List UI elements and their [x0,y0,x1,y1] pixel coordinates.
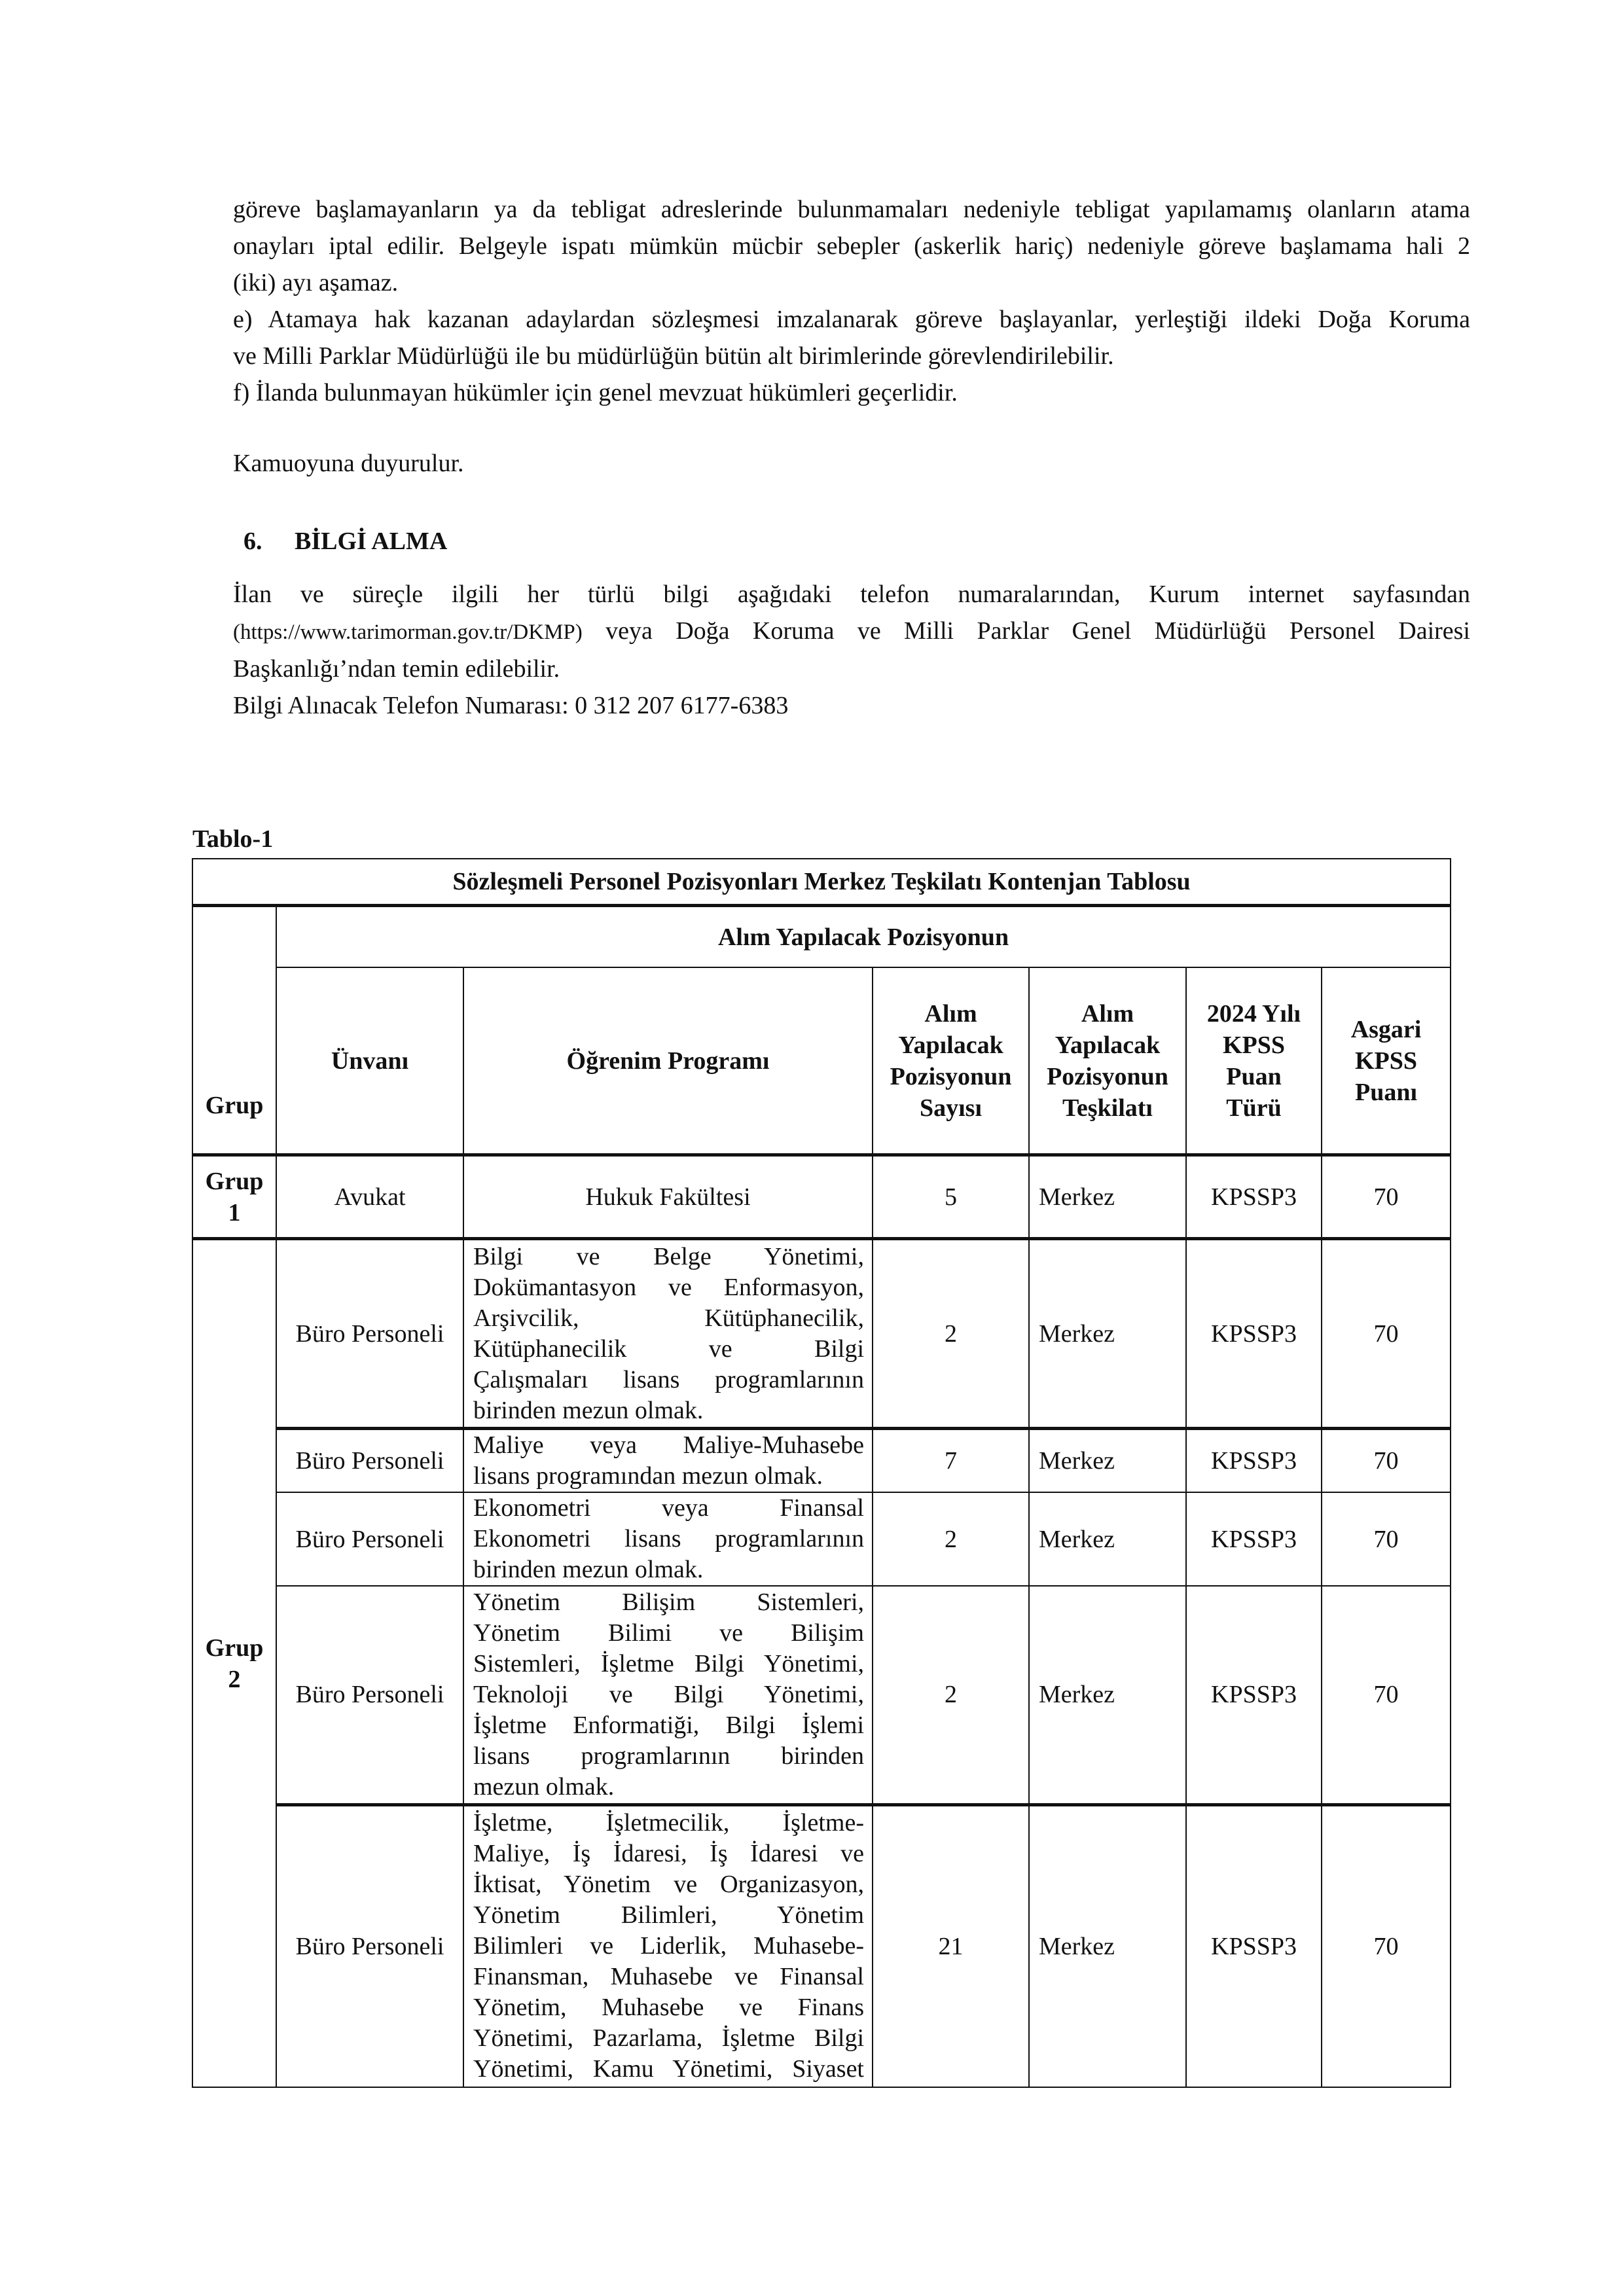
program-line: Sistemleri, İşletme Bilgi Yönetimi, [473,1649,864,1677]
phone-line: Bilgi Alınacak Telefon Numarası: 0 312 207 6177-6383 [233,692,789,719]
score-type-cell: KPSSP3 [1186,1804,1322,2087]
score-type-cell: KPSSP3 [1186,1155,1322,1239]
score-type-cell: KPSSP3 [1186,1586,1322,1804]
count-cell: 2 [873,1586,1029,1804]
group-cell [192,1239,276,2088]
table-label: Tablo-1 [192,825,274,853]
program-line: birinden mezun olmak. [473,1556,704,1583]
header-line: Pozisyonun [890,1062,1012,1090]
program-line: lisans programlarının birinden [473,1742,864,1770]
closing-text: Kamuoyuna duyurulur. [233,450,464,477]
table-row [192,1804,1451,2087]
info-line-rest: veya Doğa Koruma ve Milli Parklar Genel Müdürlüğü Personel Dairesi [582,617,1470,645]
program-line: Ekonometri veya Finansal [473,1494,864,1522]
header-line: Alım [924,999,977,1028]
header-line: Türü [1226,1094,1282,1122]
header-line: KPSS [1355,1047,1418,1075]
min-score-cell: 70 [1322,1586,1451,1804]
header-line: Puanı [1355,1078,1418,1106]
program-line: Yönetim Bilimi ve Bilişim [473,1619,864,1647]
column-header-row [192,967,1451,1155]
header-line: Pozisyonun [1047,1062,1168,1090]
table-row [192,1429,1451,1493]
info-line: İlan ve süreçle ilgili her türlü bilgi aşağıdaki telefon numaralarından, Kurum internet sayfasından [233,581,1470,608]
count-cell: 21 [873,1804,1029,2087]
header-line: 2024 Yılı [1206,999,1301,1028]
section-number: 6. [244,528,262,555]
header-line: Sayısı [919,1094,983,1122]
intro-line: göreve başlamayanların ya da tebligat adreslerinde bulunmamaları nedeniyle tebligat yapılamamış olanların atama [233,196,1470,223]
header-score-type [1186,967,1322,1155]
program-line: Bilimleri ve Liderlik, Muhasebe- [473,1932,864,1960]
header-program: Öğrenim Programı [463,967,873,1155]
program-line: Dokümantasyon ve Enformasyon, [473,1273,864,1301]
program-line: Yönetimi, Pazarlama, İşletme Bilgi [473,2024,864,2053]
program-line: lisans programından mezun olmak. [473,1462,823,1490]
closing-statement [233,445,1470,482]
program-line: İşletme Enformatiği, Bilgi İşlemi [473,1711,864,1739]
quota-table [192,858,1451,2088]
title-cell: Büro Personeli [276,1429,463,1493]
program-line: İşletme, İşletmecilik, İşletme- [473,1809,864,1837]
header-grup-label: Grup [205,1092,264,1119]
group-cell [192,1155,276,1239]
program-line: Bilgi ve Belge Yönetimi, [473,1242,864,1270]
program-line: Arşivcilik, Kütüphanecilik, [473,1304,864,1332]
program-line: Kütüphanecilik ve Bilgi [473,1335,864,1363]
info-line [233,613,1470,651]
title-cell: Büro Personeli [276,1804,463,2087]
table-row [192,1155,1451,1239]
program-line: Yönetimi, Kamu Yönetimi, Siyaset [473,2055,864,2083]
header-organization [1029,967,1186,1155]
header-line: Teşkilatı [1062,1094,1153,1122]
organization-cell: Merkez [1029,1239,1186,1429]
group-label: Grup [205,1634,264,1662]
program-line: Finansman, Muhasebe ve Finansal [473,1963,864,1991]
score-type-cell: KPSSP3 [1186,1429,1322,1493]
header-line: Yapılacak [898,1031,1003,1059]
count-cell: 7 [873,1429,1029,1493]
header-line: Puan [1226,1062,1282,1090]
table-title-row [192,859,1451,906]
clause-f-line: f) İlanda bulunmayan hükümler için genel mevzuat hükümleri geçerlidir. [233,379,958,406]
program-line: Yönetim Bilişim Sistemleri, [473,1588,864,1616]
header-line: Yapılacak [1055,1031,1161,1059]
min-score-cell: 70 [1322,1429,1451,1493]
clause-e-line: ve Milli Parklar Müdürlüğü ile bu müdürlüğün bütün alt birimlerinde görevlendirilebilir. [233,342,1114,370]
program-line: Ekonometri lisans programlarının [473,1525,864,1552]
count-cell: 2 [873,1492,1029,1586]
program-line: Çalışmaları lisans programlarının [473,1365,864,1393]
header-unvan: Ünvanı [276,967,463,1155]
info-paragraph [233,576,1470,724]
program-line: İktisat, Yönetim ve Organizasyon, [473,1871,864,1899]
program-line: birinden mezun olmak. [473,1396,704,1424]
min-score-cell: 70 [1322,1804,1451,2087]
group-number: 1 [228,1198,241,1227]
section-title: BİLGİ ALMA [295,528,448,555]
table-row [192,1239,1451,1429]
header-line: KPSS [1222,1031,1286,1059]
organization-cell: Merkez [1029,1804,1186,2087]
program-line: Yönetim Bilimleri, Yönetim [473,1901,864,1929]
table-row [192,1586,1451,1804]
program-cell [463,1492,873,1586]
organization-cell: Merkez [1029,1429,1186,1493]
header-grup [192,906,276,1155]
program-cell [463,1586,873,1804]
min-score-cell: 70 [1322,1239,1451,1429]
title-cell: Avukat [276,1155,463,1239]
intro-line: onayları iptal edilir. Belgeyle ispatı mümkün mücbir sebepler (askerlik hariç) nedeniyle göreve başlamama hali 2 [233,232,1470,260]
group-label: Grup [205,1167,264,1195]
count-cell: 2 [873,1239,1029,1429]
table-title: Sözleşmeli Personel Pozisyonları Merkez Teşkilatı Kontenjan Tablosu [192,859,1451,906]
title-cell: Büro Personeli [276,1239,463,1429]
program-line: mezun olmak. [473,1772,615,1801]
program-line: Maliye veya Maliye-Muhasebe [473,1431,864,1459]
organization-cell: Merkez [1029,1155,1186,1239]
title-cell: Büro Personeli [276,1586,463,1804]
website-link[interactable]: (https://www.tarimorman.gov.tr/DKMP) [233,620,583,644]
intro-paragraph [233,191,1470,411]
program-cell: Hukuk Fakültesi [463,1155,873,1239]
header-line: Alım [1081,999,1134,1028]
organization-cell: Merkez [1029,1492,1186,1586]
group-header: Alım Yapılacak Pozisyonun [276,906,1451,968]
title-cell: Büro Personeli [276,1492,463,1586]
group-header-row [192,906,1451,968]
program-cell [463,1429,873,1493]
table-row [192,1492,1451,1586]
header-min-score [1322,967,1451,1155]
program-line: Teknoloji ve Bilgi Yönetimi, [473,1680,864,1708]
info-line: Başkanlığı’ndan temin edilebilir. [233,655,560,683]
program-line: Maliye, İş İdaresi, İş İdaresi ve [473,1840,864,1868]
section-heading [244,527,447,556]
min-score-cell: 70 [1322,1155,1451,1239]
program-cell [463,1804,873,2087]
header-line: Asgari [1350,1015,1422,1043]
program-line: Yönetim, Muhasebe ve Finans [473,1994,864,2022]
organization-cell: Merkez [1029,1586,1186,1804]
header-count [873,967,1029,1155]
score-type-cell: KPSSP3 [1186,1492,1322,1586]
clause-e-line: e) Atamaya hak kazanan adaylardan sözleşmesi imzalanarak göreve başlayanlar, yerleştiği ildeki Doğa Koruma [233,306,1470,333]
score-type-cell: KPSSP3 [1186,1239,1322,1429]
group-number: 2 [228,1665,241,1693]
program-cell [463,1239,873,1429]
min-score-cell: 70 [1322,1492,1451,1586]
intro-line: (iki) ayı aşamaz. [233,269,399,296]
count-cell: 5 [873,1155,1029,1239]
